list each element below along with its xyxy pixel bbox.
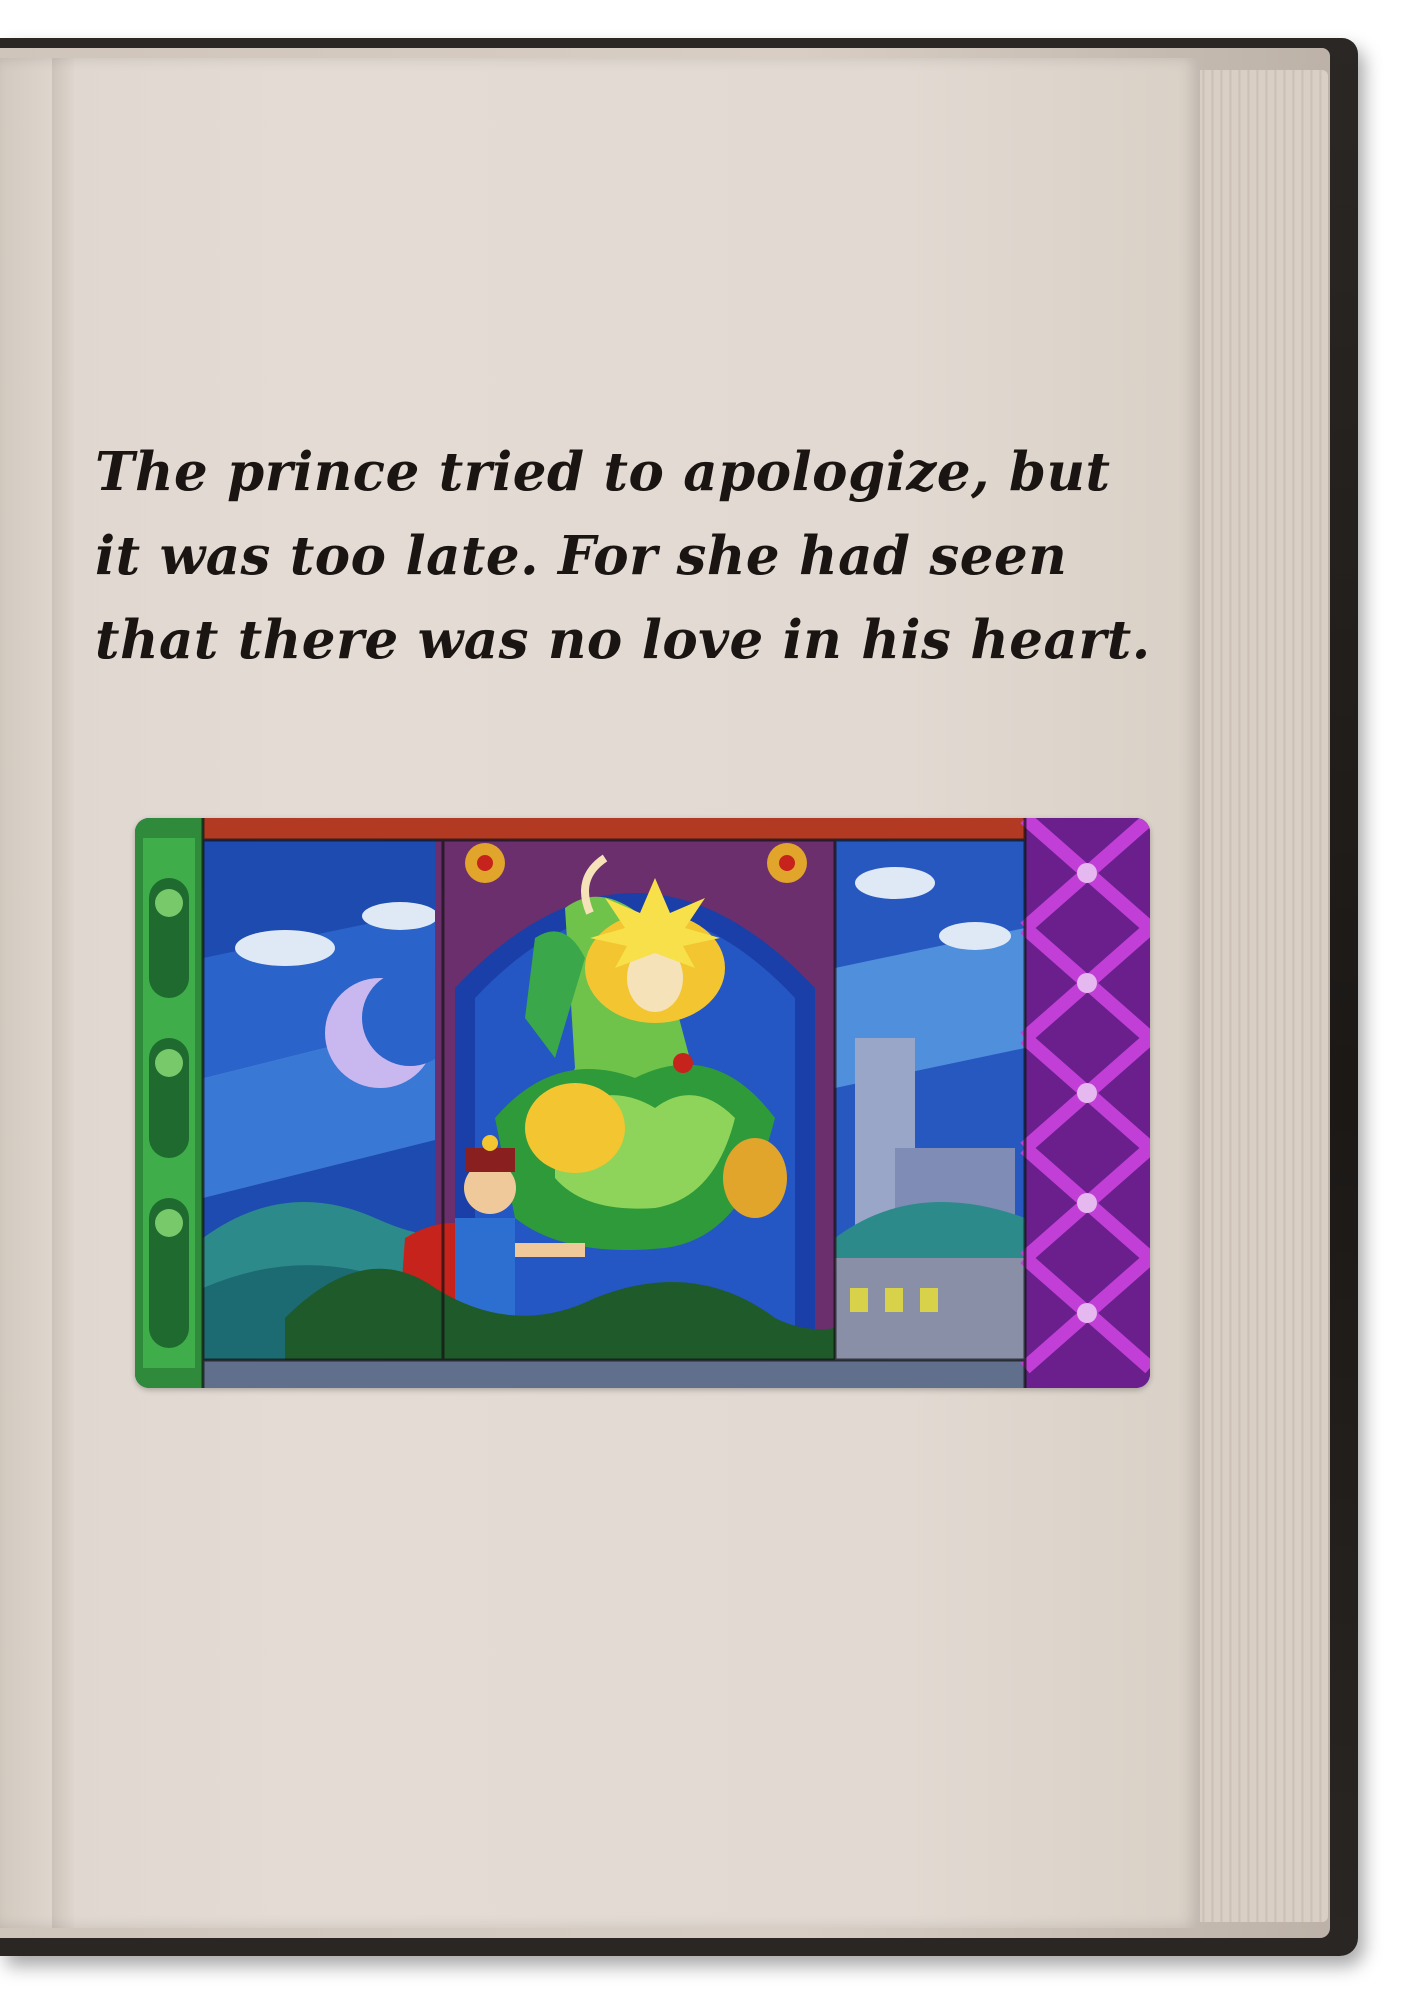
page-edges xyxy=(1196,70,1328,1922)
story-text: The prince tried to apologize, but it was too late. For she had seen that there was no love in his heart. xyxy=(95,441,1151,671)
left-gothic-column xyxy=(135,818,203,1388)
page-gutter xyxy=(52,58,74,1928)
stained-glass-illustration xyxy=(135,818,1150,1388)
right-lattice-column xyxy=(1025,818,1150,1388)
